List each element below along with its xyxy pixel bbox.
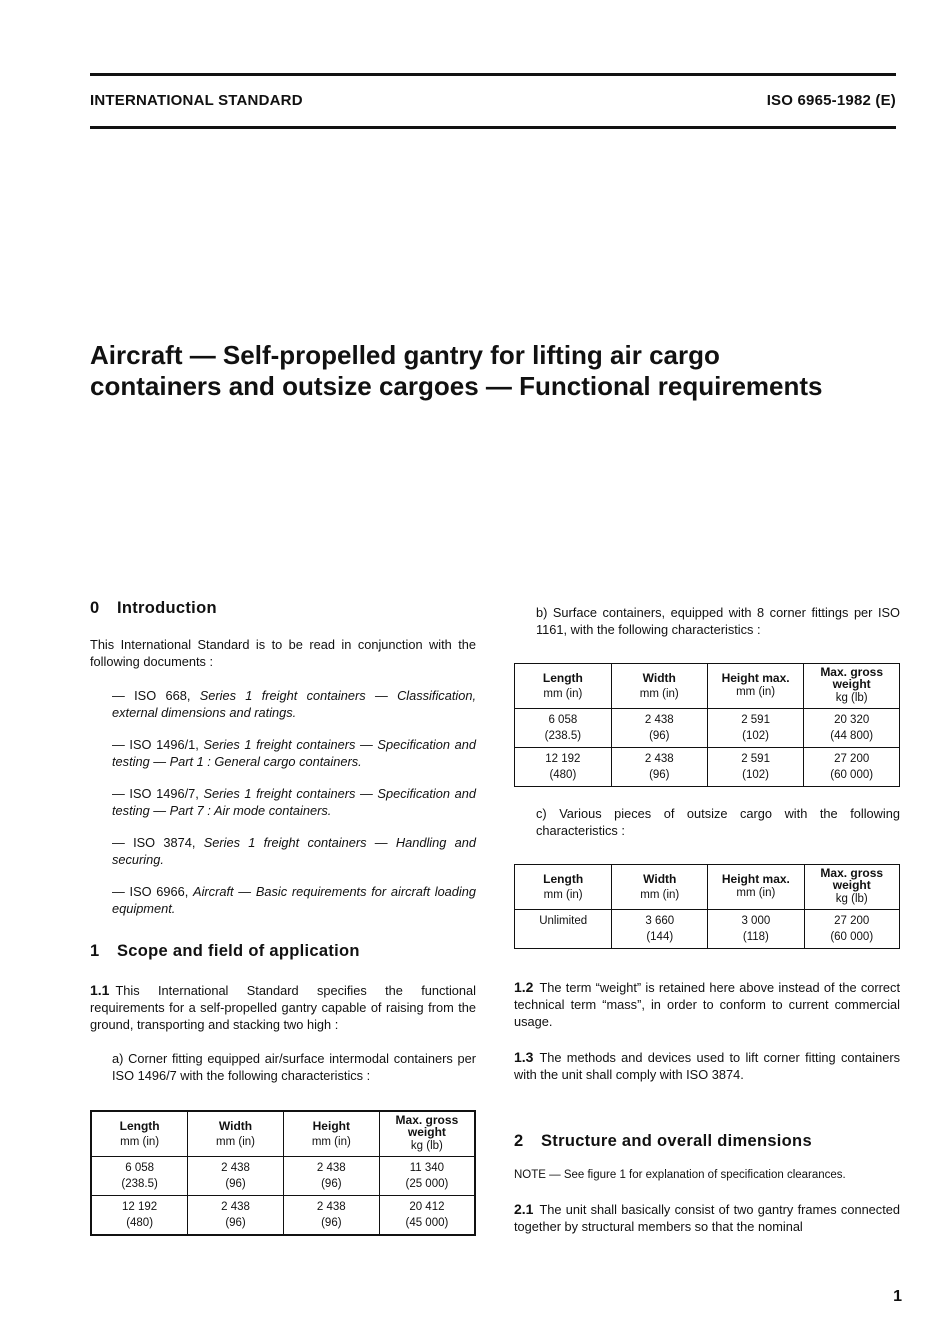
table-row [91,1196,475,1236]
right-column [514,604,900,1235]
table-cell: 11 340 (25 000) [379,1157,475,1196]
header-bottom-rule [90,126,896,129]
title-line-2: containers and outsize cargoes — Functional requirements [90,371,823,401]
table-cell: 20 412 (45 000) [379,1196,475,1236]
table-a [90,1110,476,1236]
column-header: Width mm (in) [188,1111,284,1157]
title-line-1: Aircraft — Self-propelled gantry for lifting air cargo [90,340,720,370]
table-cell: 2 438 (96) [283,1196,379,1236]
note-figure-1: NOTE — See figure 1 for explanation of specification clearances. [514,1169,846,1181]
column-header: Height max. mm (in) [708,865,804,910]
table-cell: 2 591 (102) [707,748,803,787]
reference-item: — ISO 6966, Aircraft — Basic requirements for aircraft loading equipment. [112,884,476,916]
table-header-row [515,865,900,910]
item-b: b) Surface containers, equipped with 8 corner fittings per ISO 1161, with the following characteristics : [536,605,900,637]
item-c: c) Various pieces of outsize cargo with the following characteristics : [536,806,900,838]
table-cell: 27 200 (60 000) [804,748,900,787]
reference-item: — ISO 1496/1, Series 1 freight containers — Specification and testing — Part 1 : General cargo containers. [112,737,476,769]
table-header-row [91,1111,475,1157]
clause-1-1: 1.1 This International Standard specifies the functional requirements for a self-propelled gantry capable of raising from the ground, transporting and stacking two high : [90,982,476,1032]
table-header-row [515,664,900,709]
column-header: Length mm (in) [91,1111,188,1157]
table-cell: 2 438 (96) [611,709,707,748]
table-cell: 2 591 (102) [707,709,803,748]
item-a: a) Corner fitting equipped air/surface intermodal containers per ISO 1496/7 with the following characteristics : [112,1051,476,1083]
column-header: Length mm (in) [515,664,612,709]
table-cell: 12 192 (480) [515,748,612,787]
table-cell: 20 320 (44 800) [804,709,900,748]
page-number: 1 [893,1288,902,1305]
document-type-label: INTERNATIONAL STANDARD [90,92,303,109]
table-row [91,1157,475,1196]
header-top-rule [90,73,896,76]
table-cell: 2 438 (96) [611,748,707,787]
reference-item: — ISO 668, Series 1 freight containers — Classification, external dimensions and ratings. [112,688,477,720]
section-2-heading: 2 Structure and overall dimensions [514,1132,812,1150]
table-cell: 6 058 (238.5) [515,709,612,748]
table-cell: 2 438 (96) [188,1196,284,1236]
table-cell: 27 200 (60 000) [804,910,899,949]
section-0-heading: 0 Introduction [90,599,217,617]
table-row [515,748,900,787]
column-header: Width mm (in) [611,664,707,709]
standard-number: ISO 6965-1982 (E) [766,92,896,109]
left-column [90,600,476,1236]
column-header: Max. gross weight kg (lb) [804,865,899,910]
column-header: Height mm (in) [283,1111,379,1157]
reference-item: — ISO 3874, Series 1 freight containers — Handling and securing. [112,835,476,867]
table-cell: 12 192 (480) [91,1196,188,1236]
table-cell: 6 058 (238.5) [91,1157,188,1196]
column-header: Max. gross weight kg (lb) [379,1111,475,1157]
clause-2-1: 2.1 The unit shall basically consist of two gantry frames connected together by structural members so that the nominal [514,1201,900,1234]
column-header: Max. gross weight kg (lb) [804,664,900,709]
column-header: Length mm (in) [515,865,612,910]
table-cell: 3 000 (118) [708,910,804,949]
table-c [514,864,900,949]
reference-list [90,687,476,917]
intro-lead: This International Standard is to be read in conjunction with the following documents : [90,637,476,669]
table-cell: 2 438 (96) [283,1157,379,1196]
column-header: Height max. mm (in) [707,664,803,709]
clause-1-3: 1.3 The methods and devices used to lift corner fitting containers with the unit shall comply with ISO 3874. [514,1049,900,1082]
section-1-heading: 1 Scope and field of application [90,942,360,960]
reference-item: — ISO 1496/7, Series 1 freight containers — Specification and testing — Part 7 : Air mode containers. [112,786,476,818]
clause-1-2: 1.2 The term “weight” is retained here above instead of the correct technical term “mass”, in order to conform to current commercial usage. [514,979,900,1029]
document-title [90,340,920,402]
table-cell: 2 438 (96) [188,1157,284,1196]
table-row [515,709,900,748]
table-b [514,663,900,787]
table-cell: Unlimited [515,910,612,949]
column-header: Width mm (in) [612,865,708,910]
table-cell: 3 660 (144) [612,910,708,949]
table-row [515,910,900,949]
